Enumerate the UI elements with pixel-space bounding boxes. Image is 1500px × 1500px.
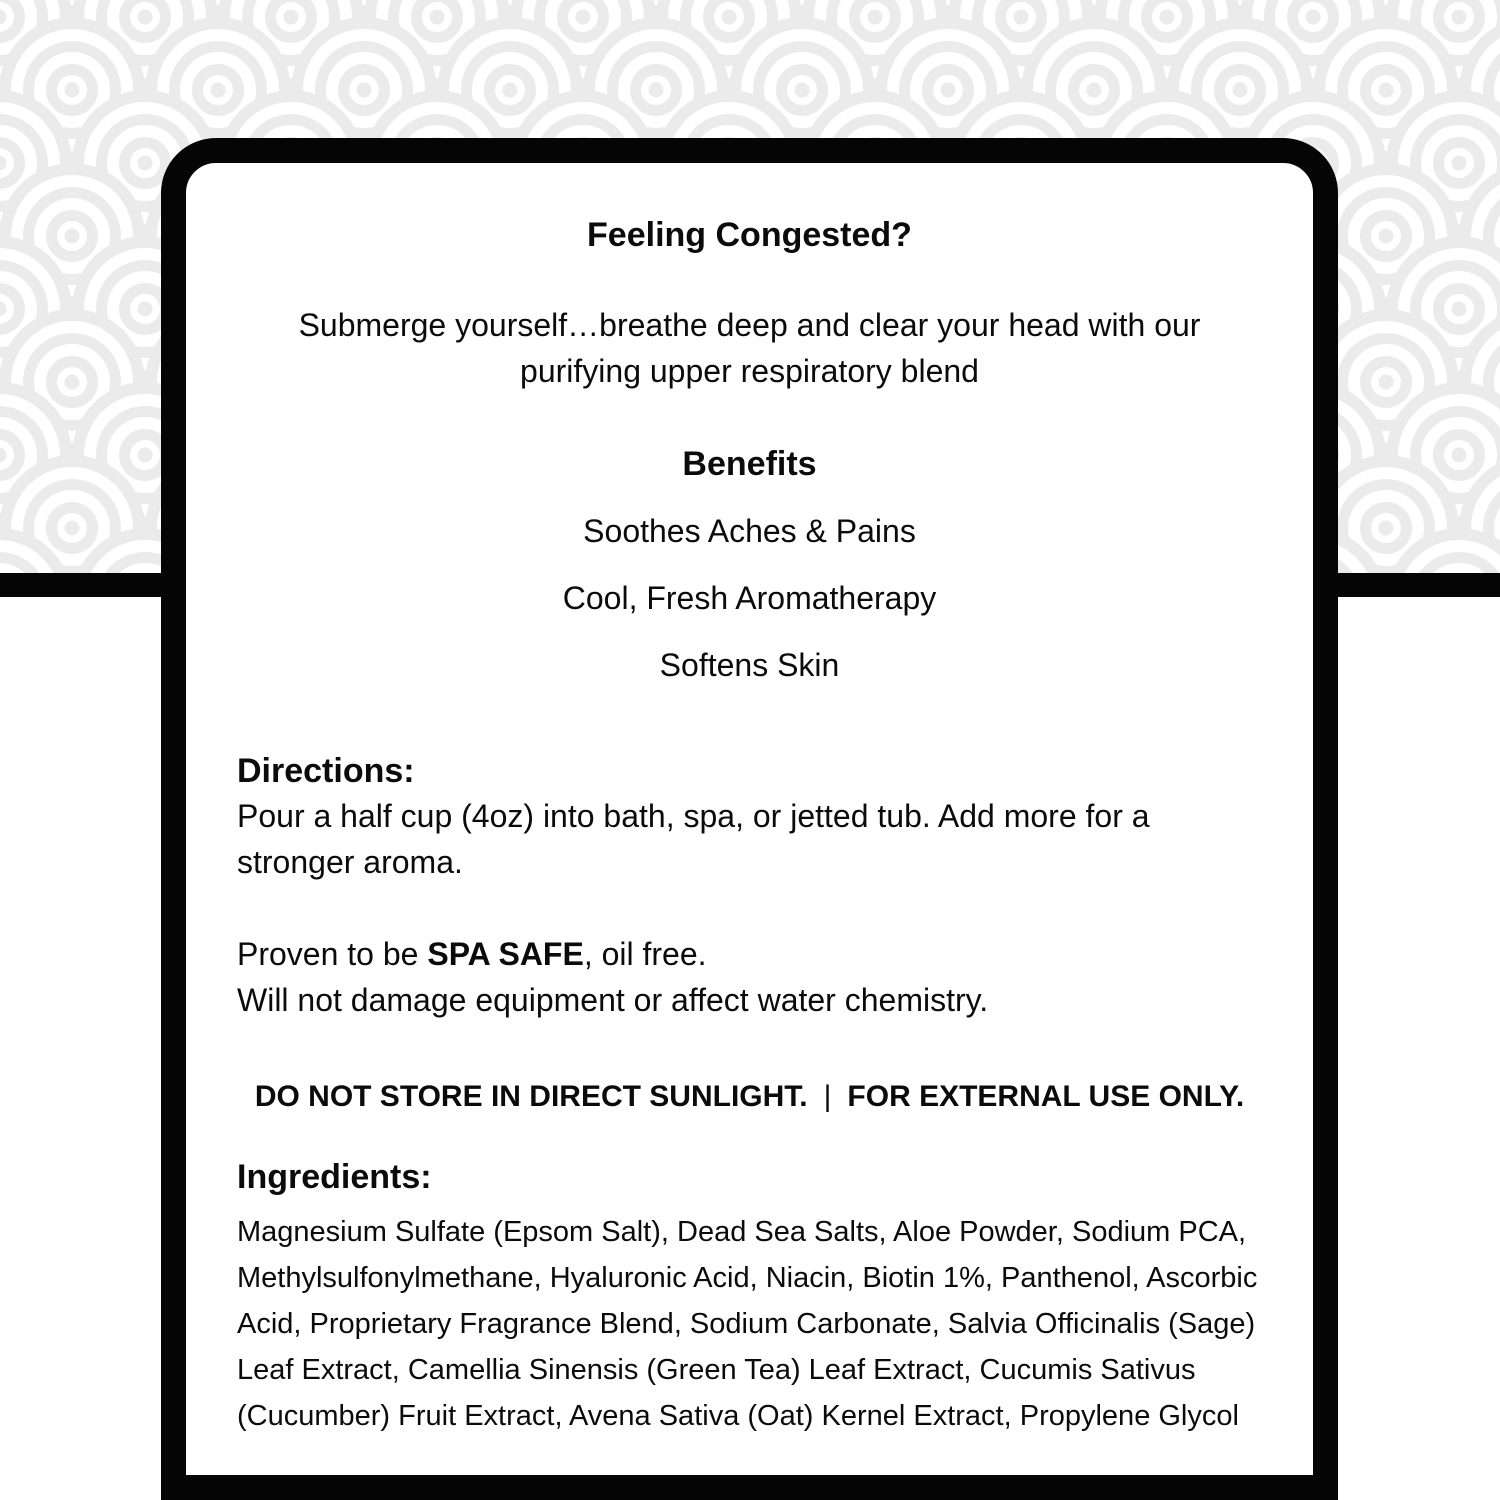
ingredients-heading: Ingredients: <box>237 1158 432 1196</box>
spa-safe-prefix: Proven to be <box>237 936 428 972</box>
intro-line: purifying upper respiratory blend <box>520 353 979 389</box>
directions-heading: Directions: <box>237 752 415 790</box>
intro-text <box>237 302 1262 394</box>
warning-text <box>237 1075 1262 1119</box>
card-content <box>186 163 1313 1439</box>
directions-line: stronger aroma. <box>237 844 463 880</box>
spa-safe-suffix: , oil free. <box>583 936 707 972</box>
warning-separator: | <box>823 1080 832 1113</box>
ingredients-line: (Cucumber) Fruit Extract, Avena Sativa (Oat) Kernel Extract, Propylene Glycol <box>237 1400 1239 1432</box>
ingredients-text <box>237 1209 1262 1439</box>
benefit-item: Softens Skin <box>659 647 840 683</box>
spa-safe-line2: Will not damage equipment or affect water chemistry. <box>237 982 989 1018</box>
intro-line: Submerge yourself…breathe deep and clear your head with our <box>298 307 1201 343</box>
benefit-item: Cool, Fresh Aromatherapy <box>562 580 937 616</box>
ingredients-line: Methylsulfonylmethane, Hyaluronic Acid, Niacin, Biotin 1%, Panthenol, Ascorbic <box>237 1262 1258 1294</box>
ingredients-line: Acid, Proprietary Fragrance Blend, Sodium Carbonate, Salvia Officinalis (Sage) <box>237 1308 1256 1340</box>
warning-left: DO NOT STORE IN DIRECT SUNLIGHT. <box>254 1080 808 1113</box>
spa-safe-emphasis: SPA SAFE <box>427 936 584 972</box>
product-label-card <box>161 138 1338 1500</box>
warning-right: FOR EXTERNAL USE ONLY. <box>847 1080 1245 1113</box>
directions-line: Pour a half cup (4oz) into bath, spa, or jetted tub. Add more for a <box>237 798 1150 834</box>
benefits-heading: Benefits <box>682 445 817 483</box>
ingredients-line: Leaf Extract, Camellia Sinensis (Green Tea) Leaf Extract, Cucumis Sativus <box>237 1354 1196 1386</box>
spa-safe-line <box>237 936 707 972</box>
benefit-item: Soothes Aches & Pains <box>583 513 916 549</box>
page-title: Feeling Congested? <box>587 216 912 254</box>
spa-safe-text <box>237 931 1262 1023</box>
ingredients-line: Magnesium Sulfate (Epsom Salt), Dead Sea Salts, Aloe Powder, Sodium PCA, <box>237 1216 1247 1248</box>
directions-text <box>237 793 1262 885</box>
